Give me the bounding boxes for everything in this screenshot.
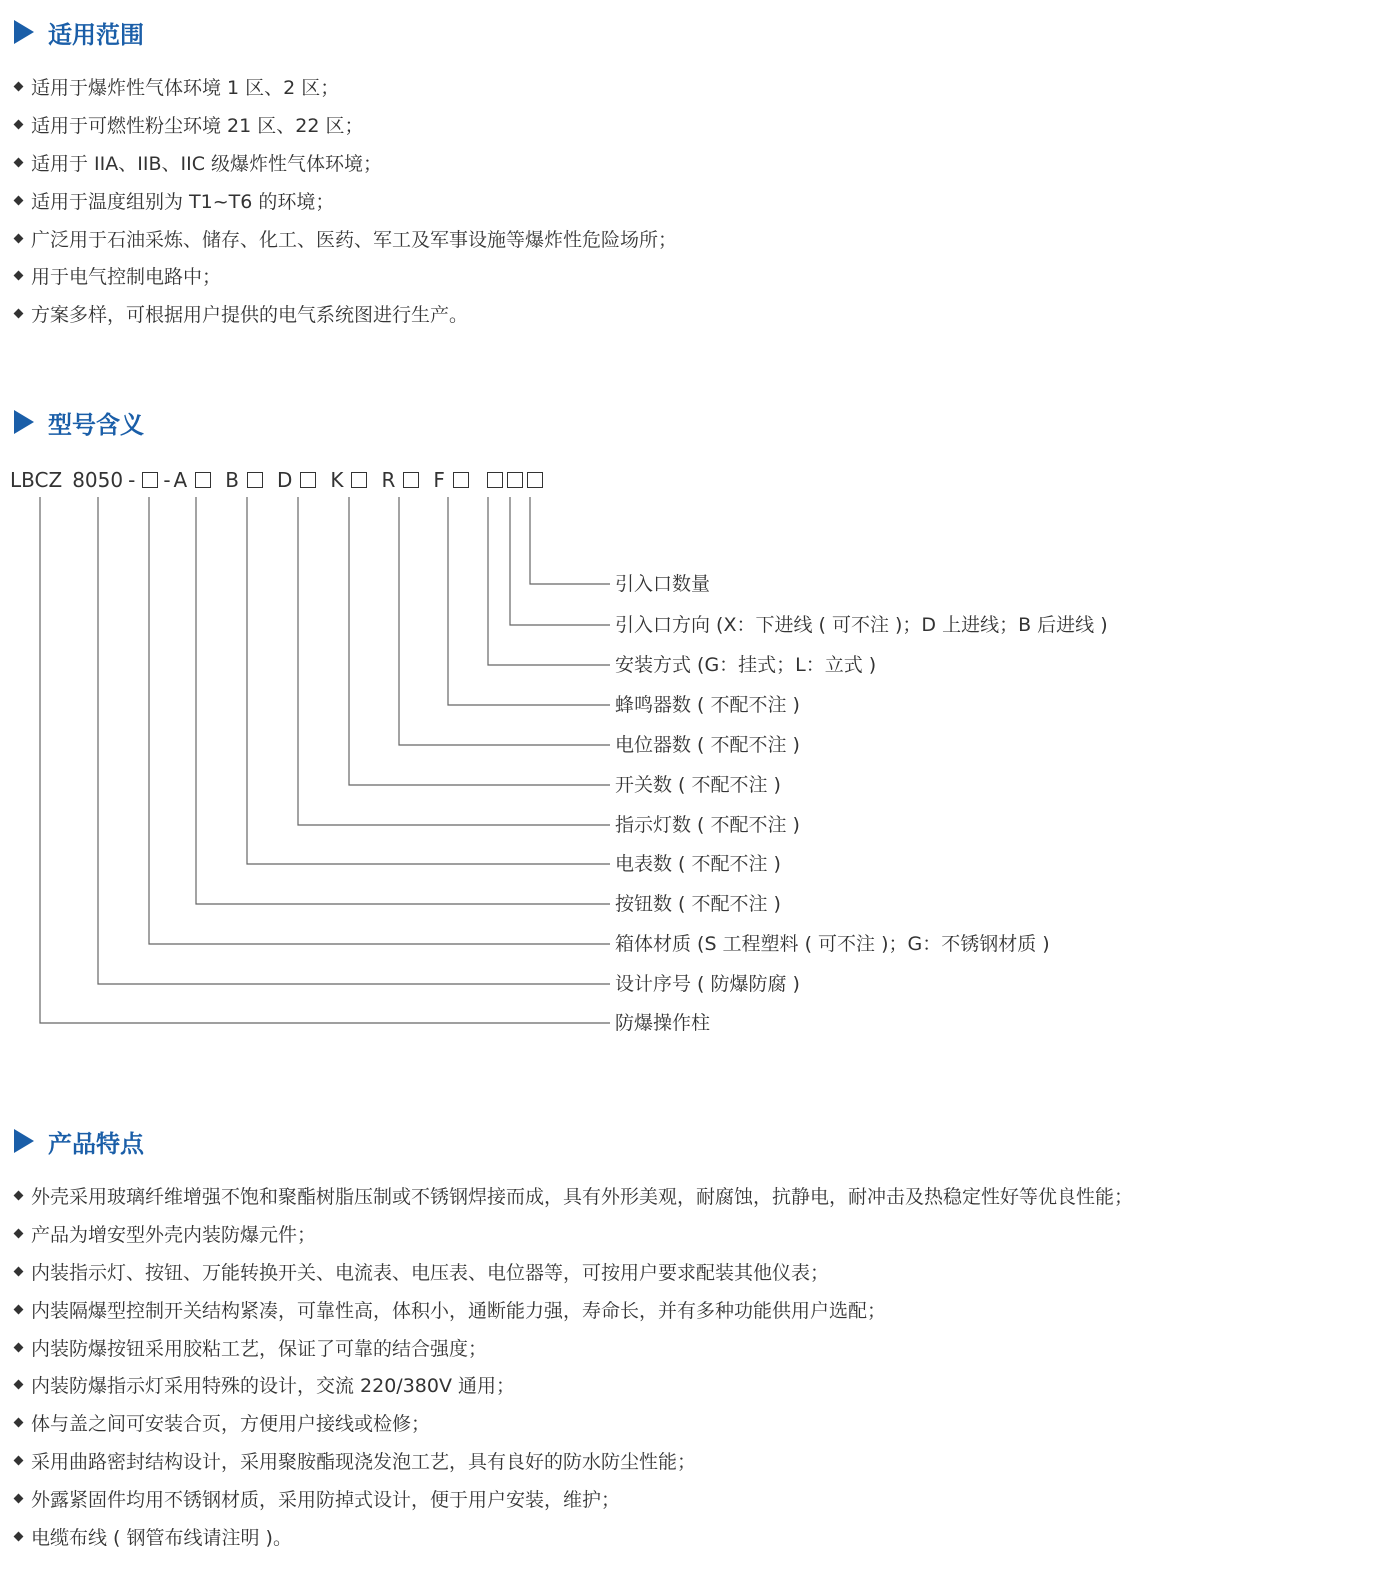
connector-line bbox=[399, 497, 610, 745]
features-list bbox=[12, 1177, 1133, 1555]
list-item: 体与盖之间可安装合页，方便用户接线或检修； bbox=[12, 1404, 1133, 1442]
diamond-bullet-icon bbox=[14, 1229, 24, 1239]
model-label: 电位器数 ( 不配不注 ) bbox=[615, 734, 800, 756]
model-label: 设计序号 ( 防爆防腐 ) bbox=[615, 973, 800, 995]
connector-line bbox=[247, 497, 610, 864]
list-item: 内装指示灯、按钮、万能转换开关、电流表、电压表、电位器等，可按用户要求配装其他仪表； bbox=[12, 1253, 1133, 1291]
model-label: 引入口方向 (X：下进线 ( 可不注 )；D 上进线；B 后进线 ) bbox=[615, 614, 1108, 636]
code-number: 8050 bbox=[72, 468, 124, 492]
list-item: 适用于爆炸性气体环境 1 区、2 区； bbox=[12, 68, 677, 106]
model-label: 安装方式 (G：挂式；L：立式 ) bbox=[615, 654, 877, 676]
model-label: 引入口数量 bbox=[615, 573, 711, 595]
list-item: 电缆布线 ( 钢管布线请注明 )。 bbox=[12, 1517, 1133, 1555]
code-a: A bbox=[173, 468, 188, 492]
model-label: 按钮数 ( 不配不注 ) bbox=[615, 893, 781, 915]
diamond-bullet-icon bbox=[14, 1531, 24, 1541]
list-item: 内装防爆按钮采用胶粘工艺，保证了可靠的结合强度； bbox=[12, 1328, 1133, 1366]
list-item: 适用于 IIA、IIB、IIC 级爆炸性气体环境； bbox=[12, 144, 677, 182]
section-title-text: 型号含义 bbox=[48, 410, 144, 439]
list-item: 方案多样，可根据用户提供的电气系统图进行生产。 bbox=[12, 295, 677, 333]
code-prefix: LBCZ bbox=[10, 468, 63, 492]
section-title-text: 适用范围 bbox=[48, 20, 144, 49]
list-item: 采用曲路密封结构设计，采用聚胺酯现浇发泡工艺，具有良好的防水防尘性能； bbox=[12, 1442, 1133, 1480]
diamond-bullet-icon bbox=[14, 1267, 24, 1277]
section-title-text: 产品特点 bbox=[48, 1129, 144, 1158]
model-label: 箱体材质 (S 工程塑料 ( 可不注 )；G：不锈钢材质 ) bbox=[615, 933, 1050, 955]
list-item: 适用于温度组别为 T1~T6 的环境； bbox=[12, 181, 677, 219]
list-item: 产品为增安型外壳内装防爆元件； bbox=[12, 1215, 1133, 1253]
list-item: 内装防爆指示灯采用特殊的设计，交流 220/380V 通用； bbox=[12, 1366, 1133, 1404]
connector-line bbox=[196, 497, 610, 904]
diamond-bullet-icon bbox=[14, 1342, 24, 1352]
model-label: 蜂鸣器数 ( 不配不注 ) bbox=[615, 694, 800, 716]
list-item: 适用于可燃性粉尘环境 21 区、22 区； bbox=[12, 106, 677, 144]
connector-line bbox=[298, 497, 610, 825]
connector-line bbox=[530, 497, 610, 584]
list-item: 用于电气控制电路中； bbox=[12, 257, 677, 295]
code-f: F bbox=[433, 468, 445, 492]
list-item: 外露紧固件均用不锈钢材质，采用防掉式设计，便于用户安装，维护； bbox=[12, 1479, 1133, 1517]
play-triangle-icon bbox=[14, 1129, 34, 1153]
diamond-bullet-icon bbox=[14, 1456, 24, 1466]
model-label: 电表数 ( 不配不注 ) bbox=[615, 853, 781, 875]
connector-line bbox=[448, 497, 610, 705]
connector-line bbox=[488, 497, 610, 665]
list-item: 广泛用于石油采炼、储存、化工、医药、军工及军事设施等爆炸性危险场所； bbox=[12, 219, 677, 257]
code-k: K bbox=[330, 468, 344, 492]
diamond-bullet-icon bbox=[14, 1304, 24, 1314]
model-label: 指示灯数 ( 不配不注 ) bbox=[615, 814, 800, 836]
code-b: B bbox=[225, 468, 239, 492]
list-item: 外壳采用玻璃纤维增强不饱和聚酯树脂压制或不锈钢焊接而成，具有外形美观，耐腐蚀，抗静电，耐冲击及热稳定性好等优良性能； bbox=[12, 1177, 1133, 1215]
diamond-bullet-icon bbox=[14, 1191, 24, 1201]
connector-line bbox=[349, 497, 610, 785]
code-r: R bbox=[381, 468, 396, 492]
connector-line bbox=[149, 497, 610, 944]
diamond-bullet-icon bbox=[14, 1380, 24, 1390]
diamond-bullet-icon bbox=[14, 1493, 24, 1503]
model-label: 开关数 ( 不配不注 ) bbox=[615, 774, 781, 796]
code-dash: - bbox=[128, 468, 136, 492]
section-title-features bbox=[14, 1121, 144, 1161]
code-d: D bbox=[276, 468, 293, 492]
model-label: 防爆操作柱 bbox=[615, 1012, 711, 1034]
list-item: 内装隔爆型控制开关结构紧凑，可靠性高，体积小，通断能力强，寿命长，并有多种功能供用户选配； bbox=[12, 1290, 1133, 1328]
diamond-bullet-icon bbox=[14, 1418, 24, 1428]
connector-line bbox=[98, 497, 610, 984]
connector-line bbox=[510, 497, 610, 625]
code-dash: - bbox=[163, 468, 171, 492]
